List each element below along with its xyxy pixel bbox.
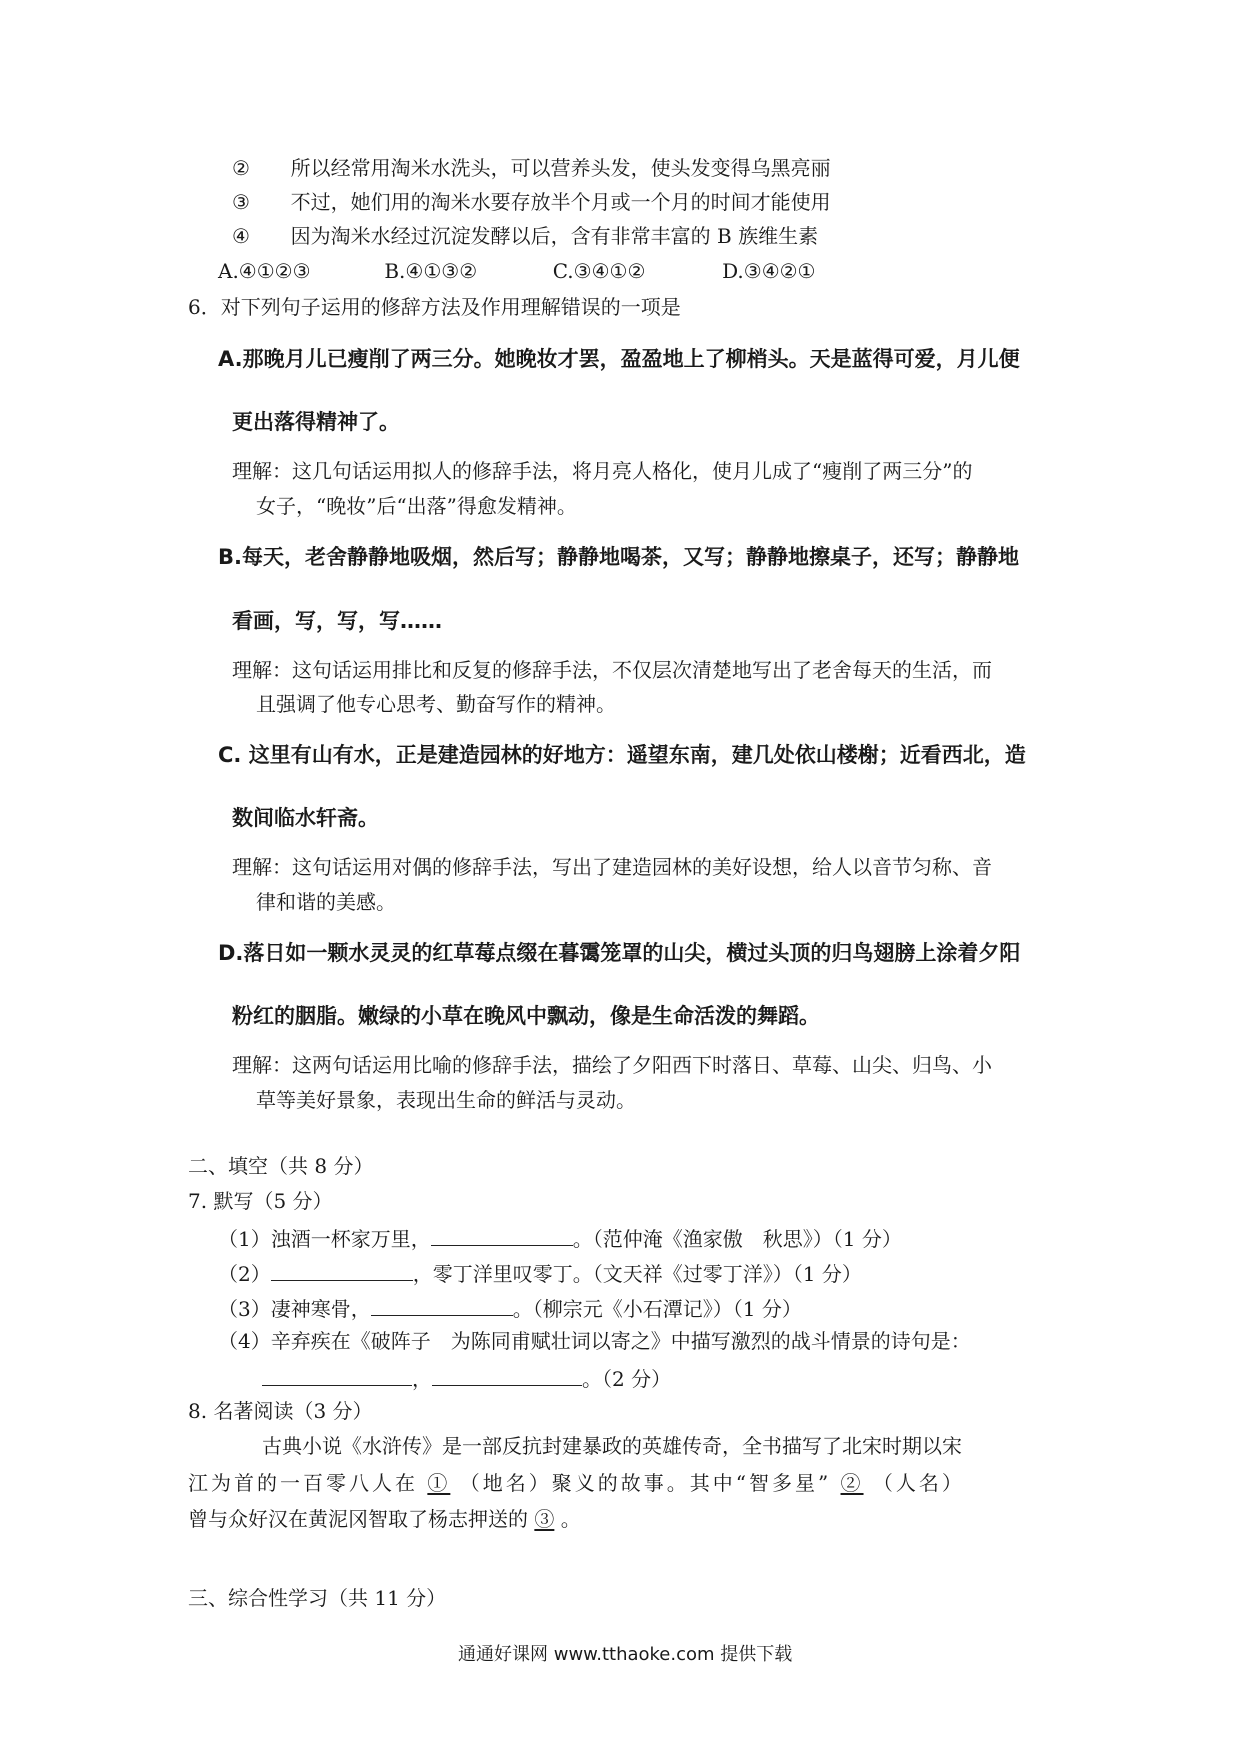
q7-item-4-comma: ， (412, 1367, 432, 1391)
q7-item-2-answer-blank[interactable] (271, 1259, 413, 1281)
q7-item-1-answer-blank[interactable] (431, 1224, 573, 1246)
q6-c-explanation-line2: 律和谐的美感。 (256, 890, 396, 914)
q5-item-3-num: ③ (232, 190, 250, 214)
q5-item-3 (232, 190, 831, 214)
q7-stem: 7. 默写（5 分） (188, 1189, 333, 1213)
section2-title: 二、填空（共 8 分） (188, 1154, 374, 1178)
q8-line2-part-a: 江为首的一百零八人在 (188, 1471, 418, 1495)
q6-d-line2: 粉红的胭脂。嫩绿的小草在晚风中飘动，像是生命活泼的舞蹈。 (232, 1004, 820, 1028)
q8-line1: 古典小说《水浒传》是一部反抗封建暴政的英雄传奇，全书描写了北宋时期以宋 (262, 1434, 962, 1458)
q5-item-2 (232, 156, 831, 180)
q7-item-4-line2 (262, 1364, 671, 1391)
footer-watermark: 通通好课网 www.tthaoke.com 提供下载 (458, 1644, 793, 1665)
q5-item-4 (232, 224, 818, 248)
q7-item-3-answer-blank[interactable] (371, 1294, 513, 1316)
q8-line3-part-a: 曾与众好汉在黄泥冈智取了杨志押送的 (188, 1507, 528, 1531)
q7-item-2-suffix: ，零丁洋里叹零丁。（文天祥《过零丁洋》）（1 分） (412, 1262, 862, 1286)
q6-b-line1: B.每天，老舍静静地吸烟，然后写；静静地喝茶，又写；静静地擦桌子，还写；静静地 (218, 545, 1019, 569)
q5-option-c: C.③④①② (552, 259, 646, 283)
q5-option-a: A.④①②③ (218, 259, 311, 283)
q8-blank-1[interactable]: ① (427, 1471, 451, 1495)
q7-item-3 (218, 1294, 802, 1321)
q7-item-4-answer-blank-2[interactable] (432, 1364, 582, 1386)
q7-item-1 (218, 1224, 902, 1251)
q6-a-explanation-line2: 女子，“晚妆”后“出落”得愈发精神。 (256, 494, 577, 518)
q7-item-4-suffix: 。（2 分） (582, 1367, 672, 1391)
q6-d-line1: D.落日如一颗水灵灵的红草莓点缀在暮霭笼罩的山尖，横过头顶的归鸟翅膀上涂着夕阳 (218, 941, 1021, 965)
q6-b-explanation-line1: 理解：这句话运用排比和反复的修辞手法，不仅层次清楚地写出了老舍每天的生活，而 (232, 658, 992, 682)
q5-item-4-text: 因为淘米水经过沉淀发酵以后，含有非常丰富的 B 族维生素 (290, 224, 819, 248)
q7-item-3-suffix: 。（柳宗元《小石潭记》）（1 分） (512, 1297, 802, 1321)
q6-c-line2: 数间临水轩斋。 (232, 806, 379, 830)
q6-d-explanation-line2: 草等美好景象，表现出生命的鲜活与灵动。 (256, 1088, 636, 1112)
q7-item-4-answer-blank-1[interactable] (262, 1364, 412, 1386)
q5-option-b: B.④①③② (384, 259, 478, 283)
q7-item-1-suffix: 。（范仲淹《渔家傲 秋思》）（1 分） (572, 1227, 902, 1251)
q5-item-4-num: ④ (232, 224, 250, 248)
q5-option-d: D.③④②① (722, 259, 816, 283)
q6-c-explanation-line1: 理解：这句话运用对偶的修辞手法，写出了建造园林的美好设想，给人以音节匀称、音 (232, 855, 992, 879)
q7-item-4-line1: （4）辛弃疾在《破阵子 为陈同甫赋壮词以寄之》中描写激烈的战斗情景的诗句是： (218, 1329, 971, 1353)
q6-a-explanation-line1: 理解：这几句话运用拟人的修辞手法，将月亮人格化，使月儿成了“瘦削了两三分”的 (232, 459, 973, 483)
q8-stem: 8. 名著阅读（3 分） (188, 1399, 373, 1423)
q8-line3 (188, 1507, 581, 1531)
q8-blank-2[interactable]: ② (840, 1471, 864, 1495)
q5-item-3-text: 不过，她们用的淘米水要存放半个月或一个月的时间才能使用 (290, 190, 831, 214)
q6-b-line2: 看画，写，写，写…… (232, 609, 442, 633)
q8-line3-part-b: 。 (560, 1507, 581, 1531)
q6-stem: 6．对下列句子运用的修辞方法及作用理解错误的一项是 (188, 295, 681, 319)
q8-line2 (188, 1471, 965, 1495)
q6-b-explanation-line2: 且强调了他专心思考、勤奋写作的精神。 (256, 692, 616, 716)
q8-line2-part-b: （地名）聚义的故事。其中“智多星” (459, 1471, 832, 1495)
q6-d-explanation-line1: 理解：这两句话运用比喻的修辞手法，描绘了夕阳西下时落日、草莓、山尖、归鸟、小 (232, 1053, 992, 1077)
q7-item-3-prefix: （3）凄神寒骨， (218, 1297, 371, 1321)
q7-item-2 (218, 1259, 862, 1286)
q6-a-line2: 更出落得精神了。 (232, 410, 400, 434)
q7-item-2-prefix: （2） (218, 1262, 271, 1286)
q8-blank-3[interactable]: ③ (534, 1507, 555, 1531)
q8-line2-part-c: （人名） (872, 1471, 965, 1495)
q5-options (218, 259, 815, 283)
q5-item-2-num: ② (232, 156, 250, 180)
section3-title: 三、综合性学习（共 11 分） (188, 1586, 447, 1610)
q6-c-line1: C. 这里有山有水，正是建造园林的好地方：遥望东南，建几处依山楼榭；近看西北，造 (218, 743, 1026, 767)
q6-a-line1: A.那晚月儿已瘦削了两三分。她晚妆才罢，盈盈地上了柳梢头。天是蓝得可爱，月儿便 (218, 347, 1020, 371)
q5-item-2-text: 所以经常用淘米水洗头，可以营养头发，使头发变得乌黑亮丽 (290, 156, 831, 180)
q7-item-1-prefix: （1）浊酒一杯家万里， (218, 1227, 431, 1251)
